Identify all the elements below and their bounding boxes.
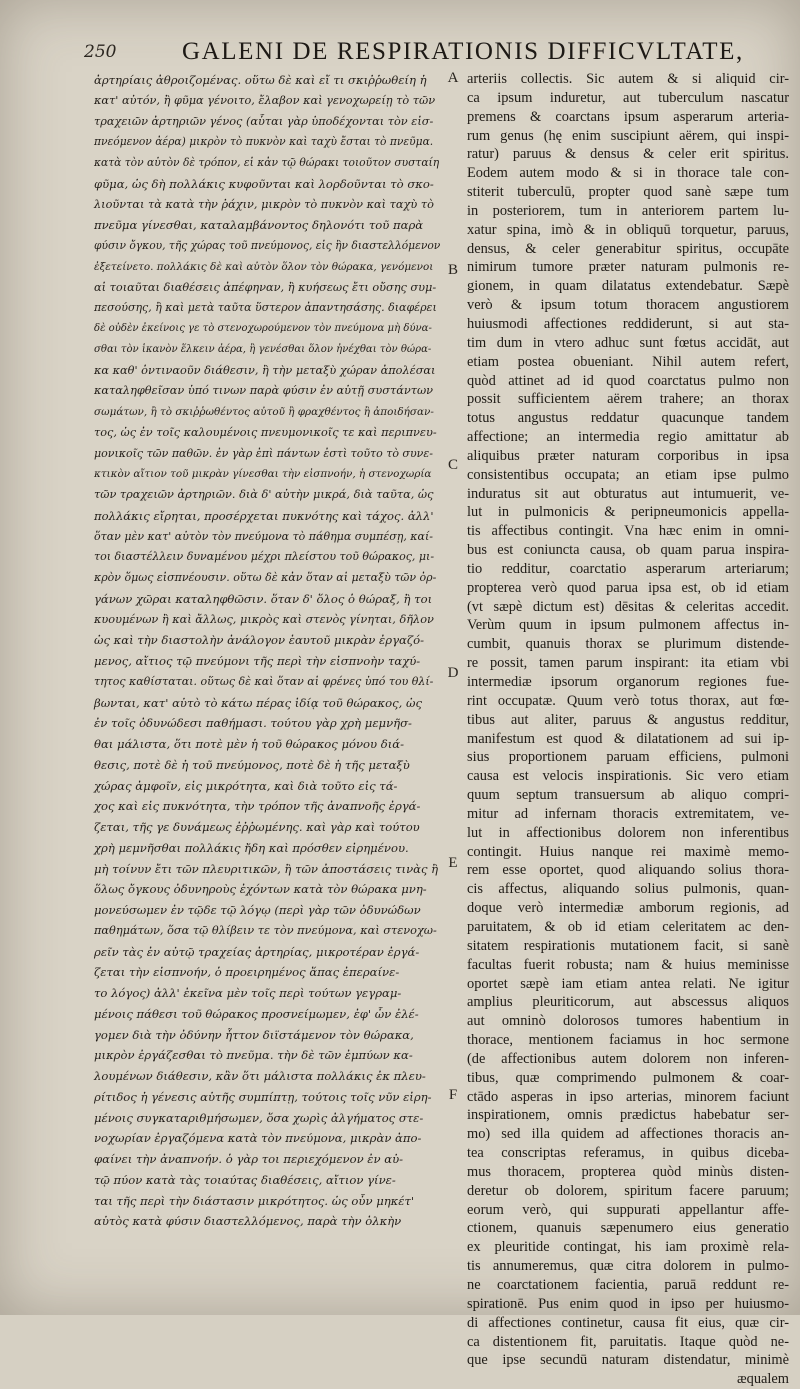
latin-text-line: manifestum est quod & dilatationem ad sui ip- [467,730,789,747]
latin-text-line: mo) sed illa quidem ad affectiones thoracis an- [467,1126,789,1143]
latin-text-line: sitatem respirationis mutationem facit, si sanè [467,937,789,954]
latin-text-line: rum genus (hę enim suscipiunt aërem, qui inspi- [467,127,789,144]
greek-text-column [94,70,440,1232]
section-marker-d: D [447,665,459,681]
latin-text-line: thorace, mentionem faciamus in hoc sermone [467,1032,789,1049]
latin-text-line: mitur ad infernam thoracis extremitatem, ve- [467,805,789,822]
latin-text-line: aliquibus præter naturam corporibus in ipsa [467,447,789,464]
greek-text-line: ὡς καὶ τὴν διαστολὴν ἀνάλογον ἑαυτοῦ μικρὰν ἐργαζό- [94,633,425,648]
latin-text-line: densus, & celer generabitur spiritus, occupāte [467,240,789,257]
greek-text-line: κα καθ' ὁντιναοῦν διάθεσιν, ἢ τὴν μεταξὺ χώραν ἀπολέσαι [94,363,436,377]
greek-text-line: ὅλως ὄγκους ὀδυνηροὺς ἐχόντων κατὰ τὸν θώρακα μνη- [94,882,427,897]
latin-text-line: paruitatem, & ob id etiam celeritatem ac den- [467,918,789,935]
greek-text-line: ἐξετείνετο. πολλάκις δὲ καὶ αὐτὸν ὅλον τὸν θώρακα, γενόμενοι [94,260,434,273]
greek-text-line: ται τῆς περὶ τὴν διάστασιν μικρότητος. ὡς οὖν μηκέτ' [94,1193,415,1208]
latin-text-line: possit sufficientem aërem trahere; an thorax [467,391,789,408]
greek-text-line: τῶν τραχειῶν ἀρτηριῶν. διὰ δ' αὐτὴν μικρά, διὰ ταῦτα, ὡς [94,488,434,501]
latin-text-line: deretur ob dolorem, spiritum facere paruum; [467,1182,789,1199]
latin-text-line: contingit. Huius nanque rei maximè memo- [467,843,789,860]
greek-text-line: μένοις συγκαταριθμήσωμεν, ὅσα χωρὶς ἀλγήματος στε- [94,1110,424,1125]
greek-text-line: ζεται τὴν εἰσπνοήν, ὁ προειρημένος ἅπας ἐπεραίνε- [94,965,400,980]
latin-text-line: facultas fuerit robusta; nam & huius meminisse [467,956,789,973]
latin-text-line: premens & coarctans ipsum asperarum arteria- [467,108,789,125]
greek-text-line: μένοις πάθεσι τοῦ θώρακος προσνείμωμεν, ἐφ' ὧν ἐλέ- [94,1006,419,1021]
latin-text-line: tis annumeremus, quæ citra dolorem in pulmo- [467,1258,789,1275]
latin-text-column [467,70,789,1389]
page-number: 250 [84,42,117,62]
greek-text-line: πνεῦμα γίνεσθαι, καταλαμβάνοντος δηλονότι τοῦ παρὰ [94,218,424,233]
latin-text-line: ne coarctationem facientia, paruā reddunt re- [467,1277,789,1293]
latin-text-line: lut in pulmonicis & peripneumonicis appella- [467,504,789,521]
latin-text-line: aut omninò dolorosos tumores habentium in [467,1013,789,1030]
latin-text-line: verò & ipsum totum thoracem angustiorem [467,297,789,314]
greek-text-line: φαίνει τὴν ἀναπνοήν. ὁ γὰρ τοι περιεχόμενον ἐν αὐ- [94,1152,404,1166]
greek-text-line: πολλάκις εἴρηται, προσέρχεται πυκνότης καὶ τάχος. ἀλλ' [94,508,434,523]
greek-text-line: λιοῦνται τὰ κατὰ τὴν ῥάχιν, μικρὸν τὸ πυκνὸν καὶ ταχὺ τὸ [94,197,434,211]
latin-text-line: cis affectus, aliquando solius pulmonis, quan- [467,881,789,898]
latin-text-line: tim dum in vtero adhuc sunt fœtus accidāt, aut [467,334,789,351]
section-marker-e: E [448,855,458,871]
latin-text-line: re possit, tamen parum inspirant: ita etiam vbi [467,655,789,672]
greek-text-line: σωμάτων, ἢ τὸ σκιῤῥωθέντος αὐτοῦ ἢ φραχθέντος ἢ ἀποιδήσαν- [94,406,434,418]
latin-text-line: rem esse oportet, quod aliquando solius thora- [467,862,789,879]
greek-text-line: καταληφθεῖσαν ὑπό τινων παρὰ φύσιν ἐν αὐτῇ συστάντων [94,384,434,398]
greek-text-line: ἐν τοῖς ὀδυνώδεσι παθήμασι. τούτου γὰρ χρὴ μεμνῆσ- [94,716,412,731]
latin-text-line: ex pleuritide contingat, his iam proximè rela- [467,1239,789,1256]
latin-text-line: causa est velocis inspirationis. Sic vero etiam [467,768,789,785]
greek-text-line: τῷ πύον κατὰ τὰς τοιαύτας διαθέσεις, αἴτιον γίνε- [94,1172,396,1187]
latin-text-line: tea conscriptas referamus, in quibus diceba- [467,1145,789,1162]
latin-text-line: inspirationem, omnis prædictus habebatur ser- [467,1107,789,1124]
latin-text-line: que ipse secundū naturam distendatur, minimè [467,1352,789,1369]
latin-text-line: induratus sit aut obturatus aut intumuerit, ve- [467,485,789,502]
greek-text-line: τος, ὡς ἐν τοῖς καλουμένοις πνευμονικοῖς τε καὶ περιπνευ- [94,425,437,439]
latin-text-line: tibus aut aliter, paruus & angustus redditur, [467,711,789,728]
latin-text-line: bus est coniuncta causa, ob quam parua inspira- [467,542,789,559]
latin-text-line: affectione; an intermedia regio amittatur ab [467,429,789,446]
greek-text-line: ὅταν μὲν κατ' αὐτὸν τὸν πνεύμονα τὸ πάθημα συμπέσῃ, καί- [94,529,433,543]
section-marker-b: B [447,262,458,278]
latin-text-line: rint occupatæ. Quum verò totus thorax, aut fœ- [467,692,789,709]
latin-text-line: propterea verò quod parua ipsa est, ob id etiam [467,579,789,596]
latin-text-line: arteriis collectis. Sic autem & si aliquid cir- [467,71,789,87]
greek-text-line: πνεόμενον ἀέρα) μικρὸν τὸ πυκνὸν καὶ ταχὺ ἔσται τὸ πνεῦμα. [94,135,434,149]
greek-text-line: τητος καθίσταται. οὕτως δὲ καὶ ὅταν αἱ φρένες ὑπό του θλί- [94,674,434,688]
greek-text-line: θεσις, ποτὲ δὲ ἡ τοῦ πνεύμονος, ποτὲ δὲ ἡ τῆς μεταξὺ [94,757,410,772]
greek-text-line: νοχωρίαν ἐργαζόμενα κατὰ τὸν πνεύμονα, μικρὰν ἀπο- [94,1131,422,1146]
greek-text-line: τοι διαστέλλειν δυναμένου μέχρι πλείστου τοῦ θώρακος, μι- [94,550,435,564]
latin-text-line: etiam postea obueniant. Nihil autem refert, [467,353,789,370]
greek-text-line: παθημάτων, ὅσα τῷ θλίβειν τε τὸν πνεύμονα, καὶ στενοχω- [94,923,437,937]
greek-text-line: βωνται, κατ' αὐτὸ τὸ κάτω πέρας ἰδίᾳ τοῦ θώρακος, ὡς [94,695,422,710]
greek-text-line: ρεῖν τὰς ἐν αὐτῷ τραχείας ἀρτηρίας, μικροτέραν ἐργά- [94,944,420,959]
latin-text-line: amplius pleuriticorum, aut abscessus aliquos [467,994,789,1011]
greek-text-line: μικρὸν ἐργάζεσθαι τὸ πνεῦμα. τὴν δὲ τῶν ἐμπύων κα- [94,1048,413,1063]
greek-text-line: θαι μάλιστα, ὅτι ποτὲ μὲν ἡ τοῦ θώρακος μόνου διά- [94,737,405,751]
latin-text-line: tio redditur, coarctatio asperarum arteriarum; [467,560,789,577]
latin-text-line: xatur spina, imò & in obliquū torquetur, paruus, [467,221,789,238]
greek-text-line: πεσούσης, ἢ καὶ μετὰ ταῦτα ὕστερον ἀπαντησάσης. διαφέρει [94,301,437,315]
greek-text-line: φῦμα, ὡς δὴ πολλάκις κυφοῦνται καὶ λορδοῦνται τὸ σκο- [94,176,434,191]
latin-text-line: intermediæ ipsorum organorum regiones fue- [467,674,789,690]
latin-text-line: quòd attinet ad id quod coarctatus pulmo non [467,372,789,389]
page-header [0,38,800,68]
latin-text-line: nimirum tumore præter naturam pulmonis re- [467,259,789,276]
greek-text-line: κατ' αὐτόν, ἢ φῦμα γένοιτο, ἔλαβον καὶ γενοχωρείῃ τὸ τῶν [94,93,436,107]
greek-text-line: χρὴ μεμνῆσθαι πολλάκις ἤδη καὶ πρόσθεν εἰρημένου. [94,840,409,855]
running-title: GALENI DE RESPIRATIONIS DIFFICVLTATE, [182,38,744,65]
latin-text-line: totus angustus reddatur quacunque tandem [467,410,789,427]
greek-text-line: φύσιν ὄγκου, τῆς χώρας τοῦ πνεύμονος, εἰς ἣν διαστελλόμενον [94,239,441,252]
latin-text-line: ca ipsum induretur, aut tuberculum nascatur [467,89,789,106]
latin-text-line: lut in affectionibus dolorem non inferentibus [467,824,789,841]
latin-text-line: æqualem [737,1371,789,1388]
section-marker-a: A [447,70,459,86]
latin-text-line: stiterit tuberculū, propter quod sanè sæpe tum [467,184,789,201]
latin-text-line: quum septum transuersum ab aliquo compri- [467,787,789,804]
latin-text-line: ratur) paruus & densus & celer erit spiritus. [467,146,789,163]
latin-text-line: (vt sæpè dictum est) dēsitas & celeritas accedit. [467,598,789,615]
greek-text-line: κρὸν ὅμως εἰσπνέουσιν. οὕτω δὲ κἀν ὅταν αἱ μεταξὺ τῶν ὀρ- [94,571,437,584]
greek-text-line: τραχειῶν ἀρτηριῶν γένος (αὗται γὰρ ὑποδέχονται τὸν εἰσ- [94,114,434,128]
greek-text-line: γάνων χῶραι καταληφθῶσιν. ὅταν δ' ὅλος ὁ θώραξ, ἢ τοι [94,591,433,606]
latin-text-line: sius proportionem paruam efficiens, pulmoni [467,749,789,766]
greek-text-line: σθαι τὸν ἱκανὸν ἕλκειν ἀέρα, ἢ γενέσθαι ὅλον ἠνέχθαι τὸν θώρα- [94,343,432,355]
greek-text-line: το λόγος) ἀλλ' ἐκεῖνα μὲν τοῖς περὶ τούτων γεγραμ- [94,986,402,1000]
greek-text-line: κτικὸν αἴτιον τοῦ μικρὰν γίνεσθαι τὴν εἰσπνοήν, ἡ στενοχωρία [94,468,432,481]
greek-text-line: δὲ οὐδὲν ἐκείνοις γε τὸ στενοχωρούμενον τὸν πνεύμονα μὴ δύνα- [94,323,432,334]
latin-text-line: cumbit, quanuis thorax se plurimum distende- [467,636,789,653]
latin-text-line: huiusmodi affectiones reddiderunt, si aut sta- [467,315,789,332]
greek-text-line: χος καὶ εἰς πυκνότητα, τὴν τρόπον τῆς ἀναπνοῆς ἐργά- [94,799,421,814]
greek-text-line: μενος, αἴτιος τῷ πνεύμονι τῆς περὶ τὴν εἰσπνοὴν ταχύ- [94,654,421,668]
latin-text-line: di affectiones continetur, causa fit eius, quæ cir- [467,1314,789,1331]
greek-text-line: αἱ τοιαῦται διαθέσεις ἀπέφηναν, ἢ κυήσεως ἔτι οὔσης συμ- [94,280,437,294]
latin-text-line: Eodem autem modo & si in thorace tale con- [467,165,789,182]
latin-text-line: spirationē. Pus enim quod in ipso per huiusmo- [467,1295,789,1312]
latin-text-line: ctionem, quanuis sæpenumero eius generatio [467,1220,789,1237]
greek-text-line: αὐτὸς κατὰ φύσιν διαστελλόμενος, παρὰ τὴν ὁλκὴν [94,1214,402,1229]
section-marker-f: F [448,1087,458,1103]
greek-text-line: μὴ τοίνυν ἔτι τῶν πλευριτικῶν, ἢ τῶν ἀποστάσεις τινὰς ἢ [94,861,439,876]
latin-text-line: oportet sæpè iam etiam antea relati. Ne igitur [467,975,789,992]
greek-text-line: ζεται, τῆς γε δυνάμεως ἐῤῥωμένης. καὶ γὰρ καὶ τούτου [94,820,420,834]
latin-text-line: ctādo asperas in ipso arterias, minorem faciunt [467,1088,789,1105]
latin-text-line: eorum verò, qui suppurati appellantur affe- [467,1201,789,1218]
latin-text-line: (de affectionibus autem dolorem non inferen- [467,1050,789,1067]
greek-text-line: γομεν διὰ τὴν ὀδύνην ἧττον διϊστάμενον τὸν θώρακα, [94,1027,414,1042]
latin-text-line: in posteriorem, tum in anteriorem partem lu- [467,202,789,219]
latin-text-line: consistentibus occupata; an etiam ipse pulmo [467,466,789,483]
latin-text-line: gionem, in quam dilatatus extendebatur. Sæpè [467,278,789,295]
greek-text-line: κυουμένων ἢ καὶ ἄλλως, μικρὸς καὶ στενὸς γίνηται, δῆλον [94,612,434,626]
greek-text-line: λουμένων διάθεσιν, κἂν ὅτι μάλιστα πολλάκις ἐκ πλευ- [94,1069,426,1083]
latin-text-line: doque verò intermediæ amborum regionis, ad [467,900,789,917]
greek-text-line: μονεύσωμεν ἐν τῷδε τῷ λόγῳ (περὶ γὰρ τῶν ὀδυνώδων [94,903,421,917]
greek-text-line: ρίτιδος ἡ γένεσις αὐτῆς συμπίπτῃ, τούτοις τοῖς νῦν εἰρη- [94,1089,432,1104]
greek-text-line: κατὰ τὸν αὐτὸν δὲ τρόπον, εἰ κἀν τῷ θώρακι τοιοῦτον συσταίη [94,156,440,169]
section-marker-c: C [447,457,458,473]
latin-text-line: mus thoracem, propterea quòd minùs disten- [467,1163,789,1180]
latin-text-line: tibus, quæ comprimendo pulmonem & coar- [467,1069,789,1086]
latin-text-line: ca distentionem fit, paruitatis. Itaque quòd ne- [467,1333,789,1350]
greek-text-line: μονικοῖς τῶν παθῶν. ἐν γὰρ ἐπὶ πάντων ἐστὶ τοῦτο τὸ συνε- [94,446,433,460]
greek-text-line: χώρας ἀμφοῖν, εἰς μικρότητα, καὶ διὰ τοῦτο εἰς τά- [94,778,398,793]
latin-text-line: tis affectibus contingit. Vna hæc enim in omni- [467,523,789,540]
greek-text-line: ἀρτηρίαις ἀθροιζομένας. οὕτω δὲ καὶ εἴ τι σκιῤῥωθείη ἡ [94,73,427,87]
latin-text-line: Verùm quum in ipsum pulmonem affectus in- [467,617,789,634]
